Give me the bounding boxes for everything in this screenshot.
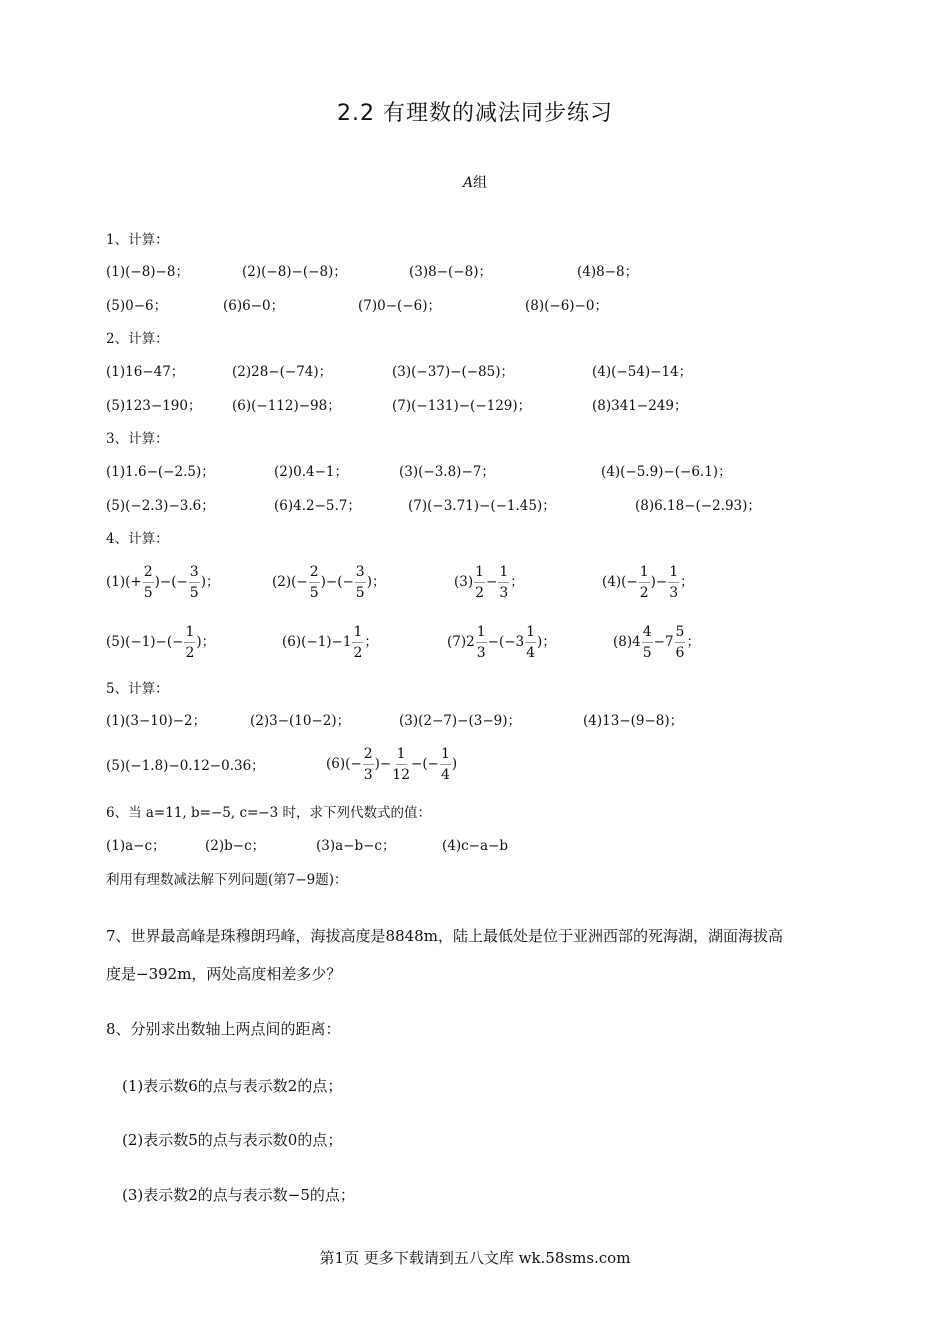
q6-heading: 6、当 a=11, b=−5, c=−3 时，求下列代数式的值： — [106, 805, 432, 821]
fraction: $\frac{1}{2}$ — [185, 624, 195, 661]
q2-item: (5)123−190； — [106, 398, 202, 414]
q4-item-7: (7)2 $\frac{1}{3}$ −(−3 $\frac{1}{4}$ )； — [447, 624, 556, 661]
fraction: $\frac{3}{5}$ — [355, 564, 365, 601]
intro-text: 利用有理数减法解下列问题(第7−9题)： — [106, 872, 348, 888]
q1-heading: 1、计算： — [106, 232, 169, 248]
q3-item: (4)(−5.9)−(−6.1)； — [601, 464, 732, 480]
fraction: $\frac{1}{4}$ — [526, 624, 536, 661]
q1-item: (2)(−8)−(−8)； — [242, 264, 347, 280]
group-label: A组 — [462, 175, 488, 191]
q8-heading: 8、分别求出数轴上两点间的距离： — [106, 1020, 341, 1038]
fraction: $\frac{5}{6}$ — [675, 624, 685, 661]
q8-item: (3)表示数2的点与表示数−5的点； — [122, 1186, 355, 1204]
q5-heading: 5、计算： — [106, 681, 169, 697]
q5-item: (1)(3−10)−2； — [106, 713, 207, 729]
fraction: $\frac{2}{3}$ — [363, 746, 373, 783]
q3-item: (1)1.6−(−2.5)； — [106, 464, 215, 480]
q4-item-4: (4)(− $\frac{1}{2}$ )− $\frac{1}{3}$ ； — [602, 564, 694, 601]
fraction: $\frac{2}{5}$ — [143, 564, 153, 601]
fraction: $\frac{1}{4}$ — [440, 746, 450, 783]
page-title: 2.2 有理数的减法同步练习 — [337, 101, 613, 126]
q6-item: (2)b−c； — [205, 838, 266, 854]
q7-line-1: 7、世界最高峰是珠穆朗玛峰，海拔高度是8848m，陆上最低处是位于亚洲西部的死海湖，湖面海拔高 — [106, 927, 783, 945]
q4-item-1: (1)(+ $\frac{2}{5}$ )−(− $\frac{3}{5}$ )； — [106, 564, 220, 601]
q6-item: (3)a−b−c； — [316, 838, 396, 854]
q5-item: (3)(2−7)−(3−9)； — [399, 713, 521, 729]
q8-item: (2)表示数5的点与表示数0的点； — [122, 1131, 343, 1149]
q6-item: (4)c−a−b — [442, 838, 508, 854]
q6-item: (1)a−c； — [106, 838, 166, 854]
fraction: $\frac{3}{5}$ — [189, 564, 199, 601]
q4-item-3: (3) $\frac{1}{2}$ − $\frac{1}{3}$ ； — [454, 564, 524, 601]
q2-item: (7)(−131)−(−129)； — [392, 398, 532, 414]
q3-item: (2)0.4−1； — [274, 464, 348, 480]
q3-item: (7)(−3.71)−(−1.45)； — [408, 498, 556, 514]
q1-item: (8)(−6)−0； — [525, 298, 608, 314]
q4-item-5: (5)(−1)−(− $\frac{1}{2}$ )； — [106, 624, 216, 661]
q1-item: (4)8−8； — [577, 264, 639, 280]
q5-item-6: (6)(− $\frac{2}{3}$ )− $\frac{1}{12}$ −(− $\frac{1}{4}$ ) — [326, 746, 458, 783]
q7-line-2: 度是−392m，两处高度相差多少？ — [106, 965, 342, 983]
q3-item: (5)(−2.3)−3.6； — [106, 498, 215, 514]
q2-heading: 2、计算： — [106, 331, 169, 347]
fraction: $\frac{1}{2}$ — [475, 564, 485, 601]
q5-item: (4)13−(9−8)； — [583, 713, 684, 729]
q3-heading: 3、计算： — [106, 431, 169, 447]
q2-item: (1)16−47； — [106, 364, 185, 380]
q4-item-8: (8)4 $\frac{4}{5}$ −7 $\frac{5}{6}$ ； — [613, 624, 700, 661]
q1-item: (5)0−6； — [106, 298, 168, 314]
q1-item: (3)8−(−8)； — [409, 264, 492, 280]
q5-item: (5)(−1.8)−0.12−0.36； — [106, 758, 265, 774]
q2-item: (3)(−37)−(−85)； — [392, 364, 514, 380]
page-footer: 第1页 更多下载请到五八文库 wk.58sms.com — [319, 1249, 631, 1267]
q8-item: (1)表示数6的点与表示数2的点； — [122, 1077, 343, 1095]
q4-item-2: (2)(− $\frac{2}{5}$ )−(− $\frac{3}{5}$ )； — [272, 564, 386, 601]
fraction: $\frac{1}{3}$ — [499, 564, 509, 601]
fraction: $\frac{2}{5}$ — [309, 564, 319, 601]
q3-item: (8)6.18−(−2.93)； — [635, 498, 761, 514]
q5-item: (2)3−(10−2)； — [250, 713, 351, 729]
q2-item: (4)(−54)−14； — [592, 364, 693, 380]
q2-item: (8)341−249； — [592, 398, 688, 414]
q3-item: (3)(−3.8)−7； — [399, 464, 495, 480]
q4-heading: 4、计算： — [106, 531, 169, 547]
fraction: $\frac{1}{12}$ — [392, 746, 411, 783]
fraction: $\frac{1}{2}$ — [353, 624, 363, 661]
q3-item: (6)4.2−5.7； — [274, 498, 361, 514]
fraction: $\frac{1}{3}$ — [476, 624, 486, 661]
q2-item: (6)(−112)−98； — [232, 398, 341, 414]
fraction: $\frac{4}{5}$ — [642, 624, 652, 661]
fraction: $\frac{1}{3}$ — [669, 564, 679, 601]
q4-item-6: (6)(−1)−1 $\frac{1}{2}$ ； — [282, 624, 378, 661]
q1-item: (6)6−0； — [223, 298, 285, 314]
q1-item: (7)0−(−6)； — [358, 298, 441, 314]
q1-item: (1)(−8)−8； — [106, 264, 189, 280]
q2-item: (2)28−(−74)； — [232, 364, 333, 380]
fraction: $\frac{1}{2}$ — [639, 564, 649, 601]
